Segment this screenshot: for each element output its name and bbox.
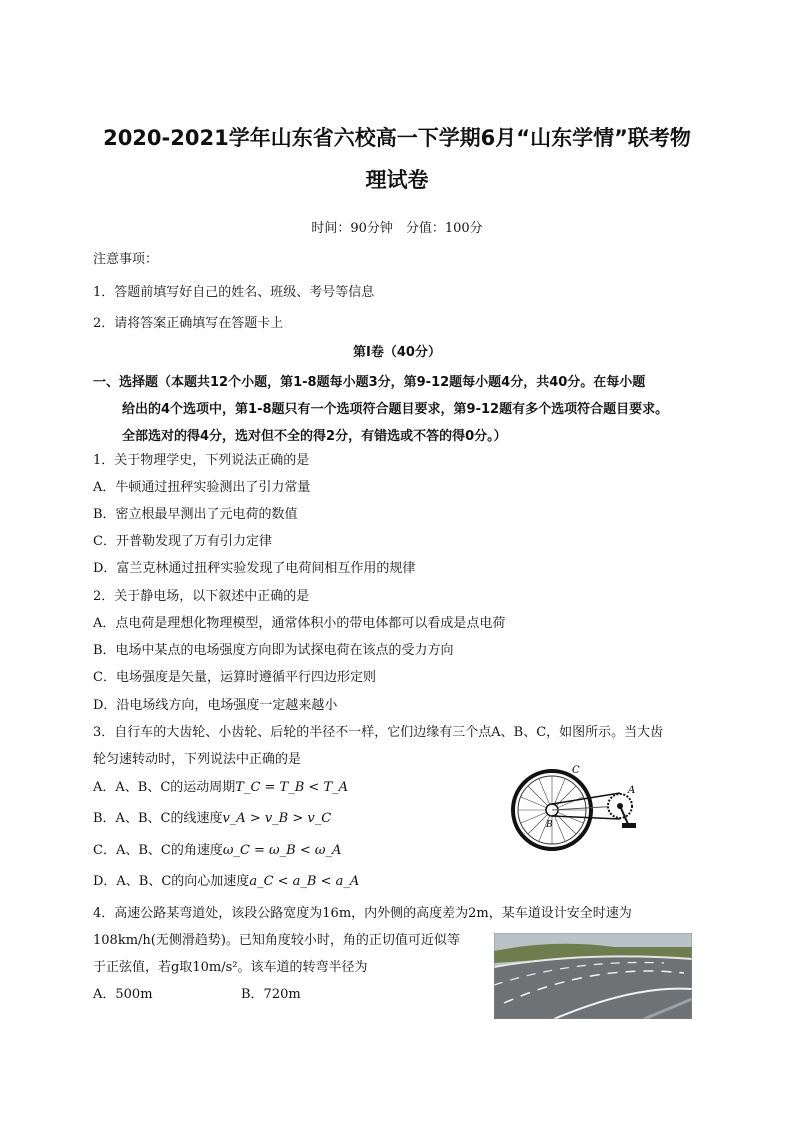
option: D．沿电场线方向，电场强度一定越来越小 [93, 698, 338, 713]
page-title: 2020-2021学年山东省六校高一下学期6月“山东学情”联考物 [103, 126, 691, 150]
option: B．密立根最早测出了元电荷的数值 [93, 507, 298, 522]
formula: v_A > v_B > v_C [222, 811, 332, 826]
road-surface [494, 956, 692, 1019]
option: C．开普勒发现了万有引力定律 [93, 534, 272, 549]
option [93, 810, 331, 828]
question-stem-line2: 108km/h(无侧滑趋势)。已知角度较小时，角的正切值可近似等 [93, 933, 460, 948]
option: B．电场中某点的电场强度方向即为试探电荷在该点的受力方向 [93, 643, 454, 658]
label-c: C [572, 765, 580, 776]
notice-item: 1．答题前填写好自己的姓名、班级、考号等信息 [93, 285, 375, 300]
option-prefix: C．A、B、C的角速度 [93, 843, 223, 858]
question-stem: 2．关于静电场，以下叙述中正确的是 [93, 589, 310, 604]
option-prefix: D．A、B、C的向心加速度 [93, 874, 250, 889]
option: A．500m [93, 987, 153, 1002]
label-a: A [628, 785, 636, 796]
option: A．牛顿通过扭秤实验测出了引力常量 [93, 480, 311, 495]
question-stem-line2: 轮匀速转动时，下列说法中正确的是 [93, 752, 302, 767]
formula: a_C < a_B < a_A [249, 874, 360, 889]
page-title-line2: 理试卷 [365, 168, 429, 192]
section-instructions: 一、选择题（本题共12个小题，第1-8题每小题3分，第9-12题每小题4分，共40分。在每小题 [93, 375, 646, 390]
option-prefix: B．A、B、C的线速度 [93, 811, 223, 826]
question-stem: 3．自行车的大齿轮、小齿轮、后轮的半径不一样，它们边缘有三个点A、B、C，如图所示。当大齿 [93, 725, 664, 740]
volume-title: 第I卷（40分） [353, 345, 441, 360]
question-stem: 4．高速公路某弯道处，该段公路宽度为16m，内外侧的高度差为2m，某车道设计安全时速为 [93, 906, 632, 921]
option [93, 779, 348, 797]
formula: T_C = T_B < T_A [235, 780, 348, 795]
option: B．720m [241, 987, 301, 1002]
option: D．富兰克林通过扭秤实验发现了电荷间相互作用的规律 [93, 561, 416, 576]
option: C．电场强度是矢量，运算时遵循平行四边形定则 [93, 670, 376, 685]
question-stem: 1．关于物理学史，下列说法正确的是 [93, 453, 310, 468]
option [93, 842, 341, 860]
notice-heading: 注意事项： [93, 252, 159, 267]
highway-curve-photo [494, 933, 692, 1019]
pedal [622, 823, 636, 828]
notice-item: 2．请将答案正确填写在答题卡上 [93, 316, 284, 331]
option: A．点电荷是理想化物理模型，通常体积小的带电体都可以看成是点电荷 [93, 616, 506, 631]
question-stem-line3: 于正弦值，若g取10m/s²。该车道的转弯半径为 [93, 960, 368, 975]
formula: ω_C = ω_B < ω_A [222, 843, 342, 858]
section-instructions: 全部选对的得4分，选对但不全的得2分，有错选或不答的得0分。） [122, 429, 507, 444]
label-b: B [546, 820, 553, 830]
bicycle-figure [508, 760, 653, 866]
option-prefix: A．A、B、C的运动周期 [93, 780, 236, 795]
option [93, 873, 359, 891]
section-instructions: 给出的4个选项中，第1-8题只有一个选项符合题目要求，第9-12题有多个选项符合题目要求。 [122, 402, 669, 417]
time-info: 时间：90分钟 分值：100分 [311, 221, 483, 236]
chain-bottom [552, 816, 620, 819]
